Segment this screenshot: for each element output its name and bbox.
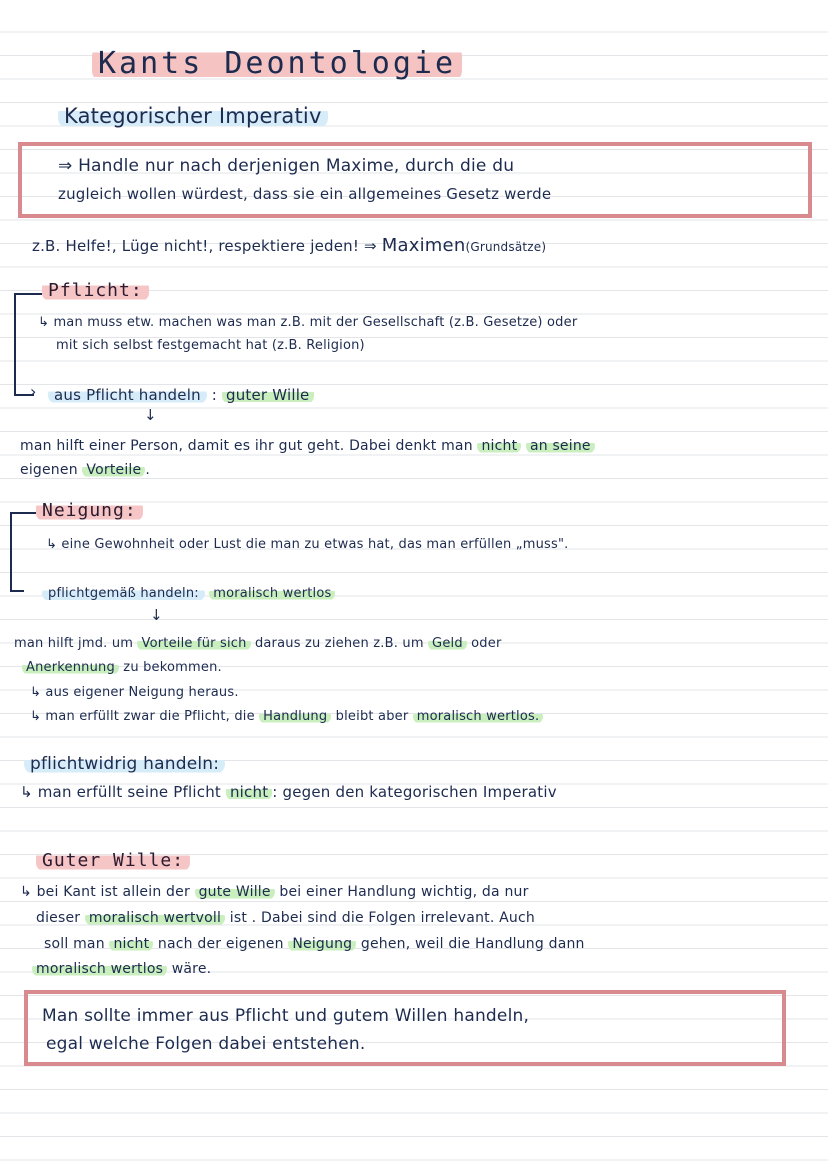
conclusion-line-2: egal welche Folgen dabei entstehen. (46, 1034, 366, 1054)
pflichtwidrig-line: ↳ man erfüllt seine Pflicht nicht : gegen den kategorischen Imperativ (20, 783, 557, 801)
section-heading-pflichtwidrig: pflichtwidrig handeln: (24, 754, 225, 774)
guter-wille-line-2: dieser moralisch wertvoll ist . Dabei sind die Folgen irrelevant. Auch (36, 910, 535, 926)
neigung-bullet-1: ↳ aus eigener Neigung heraus. (30, 685, 239, 700)
pflicht-act-line: aus Pflicht handeln : guter Wille (48, 386, 314, 404)
section-heading-guter-wille: Guter Wille: (36, 850, 190, 871)
neigung-definition: ↳ eine Gewohnheit oder Lust die man zu etwas hat, das man erfüllen „muss". (46, 537, 569, 552)
section-heading-pflicht: Pflicht: (42, 280, 149, 301)
section-heading-neigung: Neigung: (36, 500, 143, 521)
neigung-bullet-2: ↳ man erfüllt zwar die Pflicht, die Handlung bleibt aber moralisch wertlos. (30, 709, 543, 724)
arrow-down-icon: ↓ (150, 606, 163, 624)
subtitle: Kategorischer Imperativ (58, 104, 328, 128)
imperative-box (18, 142, 812, 218)
bracket-line (14, 293, 16, 396)
neigung-example-2: Anerkennung zu bekommen. (22, 660, 222, 675)
bracket-top (14, 293, 42, 295)
conclusion-line-1: Man sollte immer aus Pflicht und gutem Willen handeln, (42, 1006, 530, 1026)
bracket-top (10, 512, 36, 514)
pflicht-example-2: eigenen Vorteile . (20, 462, 150, 478)
bracket-bottom (10, 590, 24, 592)
pflicht-definition-2: mit sich selbst festgemacht hat (z.B. Religion) (56, 338, 365, 353)
arrow-right-icon: › (30, 382, 37, 401)
page-title: Kants Deontologie (92, 46, 462, 81)
arrow-return-icon: ↳ (38, 315, 50, 330)
pflicht-definition-1: ↳ man muss etw. machen was man z.B. mit der Gesellschaft (z.B. Gesetze) oder (38, 315, 578, 330)
examples-line: z.B. Helfe!, Lüge nicht!, respektiere jeden! ⇒ Maximen(Grundsätze) (32, 235, 547, 256)
guter-wille-line-4: moralisch wertlos wäre. (32, 961, 211, 977)
guter-wille-line-1: ↳ bei Kant ist allein der gute Wille bei einer Handlung wichtig, da nur (20, 884, 529, 900)
arrow-right-icon: ⇒ (58, 156, 73, 176)
arrow-down-icon: ↓ (144, 406, 157, 424)
imperative-line-2: zugleich wollen würdest, dass sie ein allgemeines Gesetz werde (58, 185, 552, 203)
arrow-right-icon: ⇒ (364, 237, 377, 255)
guter-wille-line-3: soll man nicht nach der eigenen Neigung gehen, weil die Handlung dann (44, 936, 585, 952)
neigung-example-1: man hilft jmd. um Vorteile für sich daraus zu ziehen z.B. um Geld oder (14, 636, 502, 651)
pflicht-example-1: man hilft einer Person, damit es ihr gut geht. Dabei denkt man nicht an seine (20, 438, 595, 454)
conclusion-box (24, 990, 786, 1066)
neigung-act-line: pflichtgemäß handeln: moralisch wertlos (42, 586, 335, 601)
bracket-line (10, 512, 12, 592)
imperative-line-1: ⇒ Handle nur nach derjenigen Maxime, durch die du (58, 156, 515, 176)
